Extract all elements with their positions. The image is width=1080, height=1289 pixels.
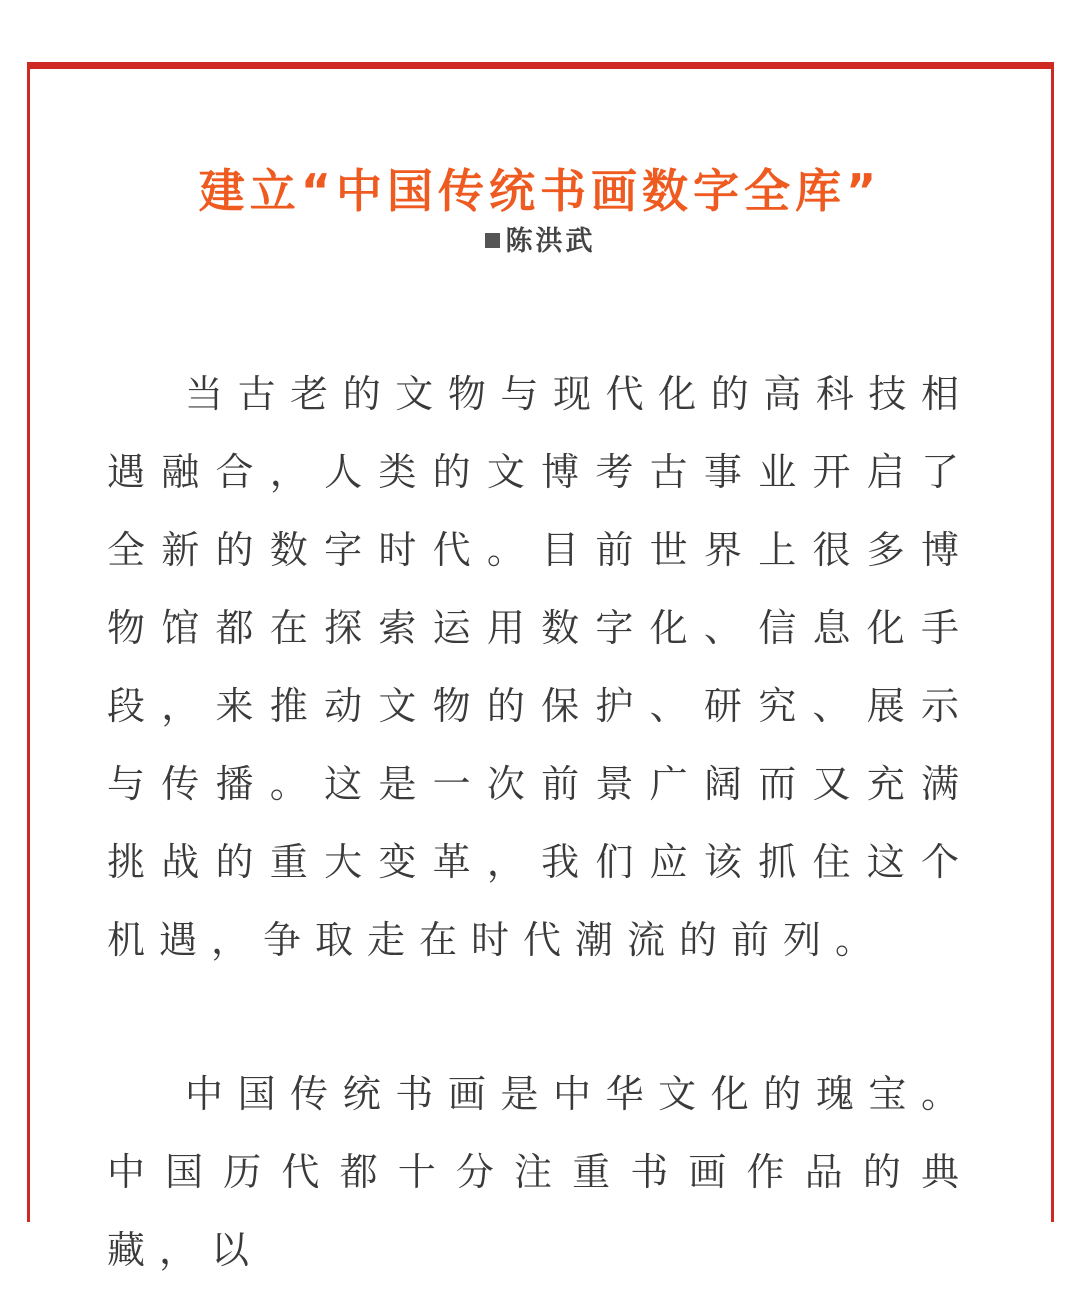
author-byline: [0, 222, 1080, 262]
author-name: 陈洪武: [505, 226, 596, 257]
article-paragraph: 当古老的文物与现代化的高科技相遇融合，人类的文博考古事业开启了全新的数字时代。目前世界上很多博物馆都在探索运用数字化、信息化手段，来推动文物的保护、研究、展示与传播。这是一次前景广阔而又充满挑战的重大变革，我们应该抓住这个机遇，争取走在时代潮流的前列。: [107, 372, 973, 962]
article-title: 建立“中国传统书画数字全库”: [198, 163, 882, 218]
square-bullet-icon: [485, 233, 500, 248]
article-paragraph: 中国传统书画是中华文化的瑰宝。中国历代都十分注重书画作品的典藏，以: [107, 1072, 973, 1272]
